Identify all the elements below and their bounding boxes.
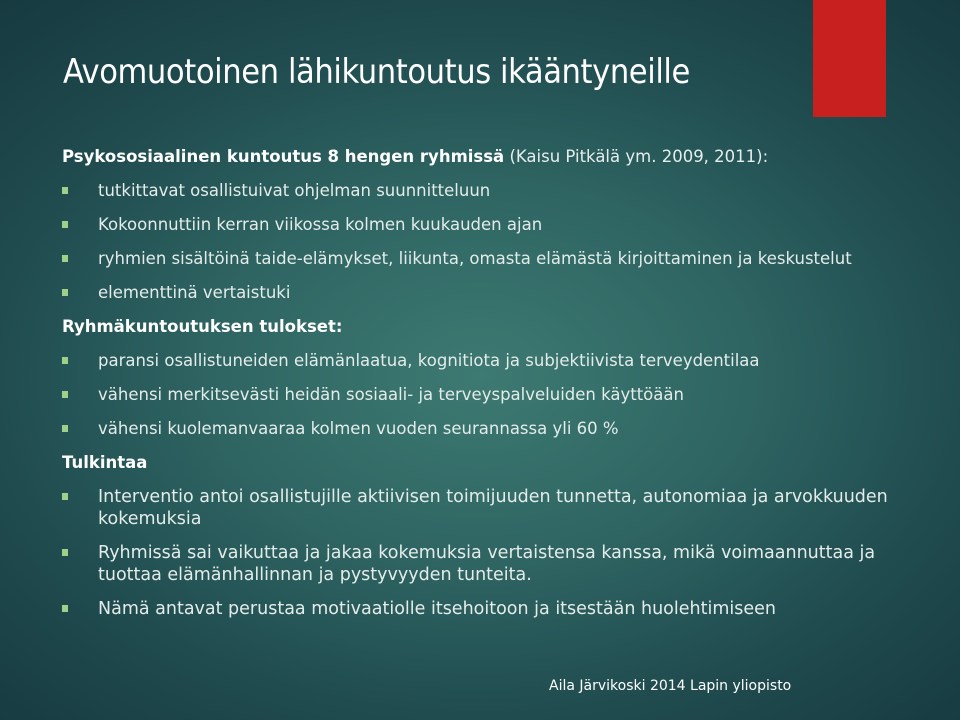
- bullet-icon: [62, 255, 68, 262]
- footer-credit: Aila Järvikoski 2014 Lapin yliopisto: [549, 678, 792, 694]
- list-item: Kokoonnuttiin kerran viikossa kolmen kuukauden ajan: [62, 214, 922, 236]
- bullet-icon: [62, 605, 68, 612]
- interpretation-list: [62, 486, 922, 620]
- list-item: Nämä antavat perustaa motivaatiolle itsehoitoon ja itsestään huolehtimiseen: [62, 598, 922, 620]
- results-list: [62, 350, 922, 440]
- section-heading-text: Psykososiaalinen kuntoutus 8 hengen ryhmissä: [62, 147, 505, 166]
- bullet-icon: [62, 549, 68, 556]
- list-item: ryhmien sisältöinä taide-elämykset, liikunta, omasta elämästä kirjoittaminen ja keskustelut: [62, 248, 922, 270]
- rehabilitation-list: [62, 180, 922, 304]
- list-item: tutkittavat osallistuivat ohjelman suunnitteluun: [62, 180, 922, 202]
- list-item: elementtinä vertaistuki: [62, 282, 922, 304]
- slide-content: [62, 146, 922, 620]
- section-heading-rehabilitation: [62, 146, 922, 168]
- citation-note: (Kaisu Pitkälä ym. 2009, 2011):: [504, 147, 769, 166]
- section-heading-interpretation: Tulkintaa: [62, 453, 148, 472]
- accent-bar: [813, 0, 886, 117]
- bullet-icon: [62, 493, 68, 500]
- bullet-icon: [62, 187, 68, 194]
- bullet-icon: [62, 391, 68, 398]
- bullet-icon: [62, 357, 68, 364]
- list-item: Ryhmissä sai vaikuttaa ja jakaa kokemuksia vertaistensa kanssa, mikä voimaannuttaa ja tuottaa elämänhallinnan ja pystyvyyden tunteita.: [62, 542, 922, 586]
- list-item: Interventio antoi osallistujille aktiivisen toimijuuden tunnetta, autonomiaa ja arvokkuuden kokemuksia: [62, 486, 922, 530]
- bullet-icon: [62, 221, 68, 228]
- bullet-icon: [62, 425, 68, 432]
- list-item: paransi osallistuneiden elämänlaatua, kognitiota ja subjektiivista terveydentilaa: [62, 350, 922, 372]
- slide-title: Avomuotoinen lähikuntoutus ikääntyneille: [63, 52, 690, 92]
- bullet-icon: [62, 289, 68, 296]
- section-heading-results: Ryhmäkuntoutuksen tulokset:: [62, 317, 343, 336]
- list-item: vähensi kuolemanvaaraa kolmen vuoden seurannassa yli 60 %: [62, 418, 922, 440]
- list-item: vähensi merkitsevästi heidän sosiaali- ja terveyspalveluiden käyttöään: [62, 384, 922, 406]
